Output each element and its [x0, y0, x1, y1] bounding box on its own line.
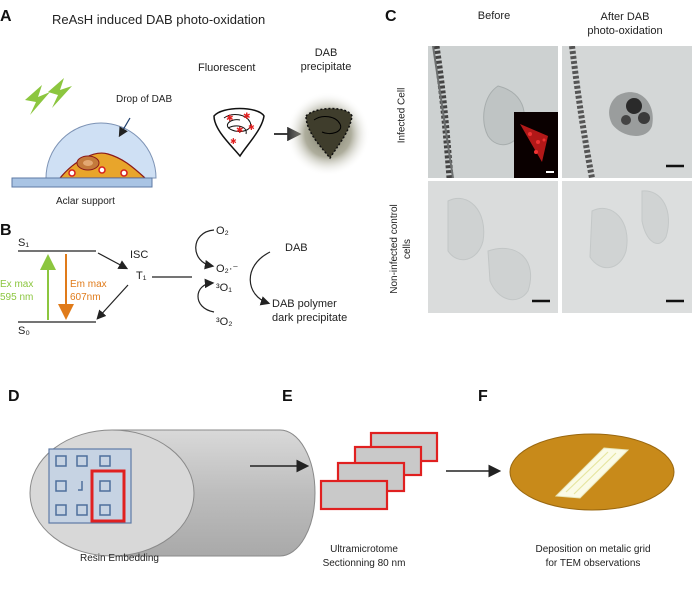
after-header-line-2: photo-oxidation [587, 25, 663, 37]
s0-label: S₀ [18, 325, 30, 337]
panel-d-letter: D [8, 388, 20, 405]
panel-a-letter: A [0, 8, 12, 25]
micrograph-infected-before [428, 46, 558, 178]
panel-f-letter: F [478, 388, 488, 405]
resin-embedding-caption: Resin Embedding [80, 553, 159, 564]
svg-text:✱: ✱ [236, 126, 244, 136]
ultramicrotome-line-2: Sectionning 80 nm [322, 558, 406, 569]
light-bolt-icon [25, 78, 72, 115]
dab-label: DAB [285, 242, 308, 254]
s1-label: S₁ [18, 237, 30, 249]
ex-max-line-2: 595 nm [0, 292, 34, 303]
after-header-line-1: After DAB [600, 11, 650, 23]
panel-c-letter: C [385, 8, 397, 25]
after-header [560, 10, 690, 38]
ultramicrotome-caption [304, 543, 424, 571]
aclar-support-label: Aclar support [56, 196, 115, 207]
aclar-support [12, 178, 152, 187]
precipitate-cell-icon [286, 92, 370, 176]
before-header: Before [477, 10, 511, 22]
control-cells-line-2: cells [402, 239, 413, 260]
panel-e-letter: E [282, 388, 293, 405]
dab-polymer-line-2: dark precipitate [272, 312, 348, 324]
deposition-line-2: for TEM observations [545, 558, 641, 569]
infected-cell-label: Infected Cell [396, 87, 408, 144]
t1-label: T₁ [136, 270, 147, 282]
triplet-o2-label: ³O₂ [216, 316, 233, 328]
dab-polymer-label [272, 297, 347, 325]
ex-max-label [0, 278, 33, 304]
micrograph-control-after [562, 181, 692, 313]
fluorescent-cell-icon [214, 109, 264, 157]
deposition-line-1: Deposition on metalic grid [535, 544, 651, 555]
resin-cylinder [30, 430, 315, 556]
micrograph-control-before [428, 181, 558, 313]
em-max-line-2: 607nm [70, 292, 101, 303]
reash-fluorescence-inset [514, 112, 558, 178]
dab-precipitate-line-2: precipitate [300, 61, 352, 73]
svg-text:✱: ✱ [243, 112, 251, 122]
o2-radical-label: O₂·⁻ [216, 263, 239, 275]
dab-polymer-line-1: DAB polymer [272, 298, 337, 310]
dab-precipitate-line-1: DAB [314, 47, 338, 59]
fluorescent-label: Fluorescent [198, 62, 256, 74]
panel-a-title: ReAsH induced DAB photo-oxidation [52, 12, 266, 27]
em-max-label [70, 278, 107, 304]
control-cells-label [388, 184, 414, 314]
ultrathin-sections [321, 433, 437, 509]
micrograph-infected-after [562, 46, 692, 178]
ultramicrotome-line-1: Ultramicrotome [330, 544, 398, 555]
panel-b-letter: B [0, 222, 12, 239]
isc-label: ISC [130, 249, 149, 261]
control-cells-line-1: Non-infected control [389, 204, 400, 294]
tem-grid [510, 434, 674, 510]
o2-top-label: O₂ [216, 225, 229, 237]
svg-text:✱: ✱ [226, 114, 234, 124]
em-max-line-1: Em max [70, 279, 107, 290]
dab-precipitate-label [288, 46, 364, 74]
singlet-o1-label: ³O₁ [216, 282, 232, 294]
svg-text:✱: ✱ [248, 123, 255, 132]
svg-text:✱: ✱ [230, 137, 237, 146]
drop-of-dab-label: Drop of DAB [116, 94, 173, 105]
deposition-caption [508, 543, 678, 571]
ex-max-line-1: Ex max [0, 279, 34, 290]
